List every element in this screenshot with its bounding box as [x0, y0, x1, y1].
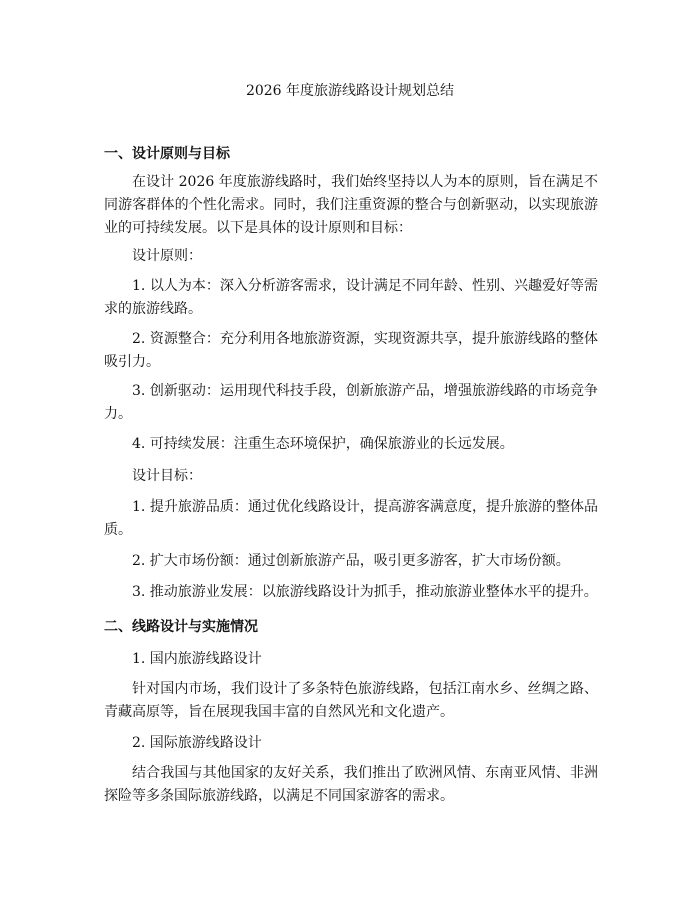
goal-item: 1. 提升旅游品质：通过优化线路设计，提高游客满意度，提升旅游的整体品质。: [104, 499, 598, 538]
domestic-routes-label: 1. 国内旅游线路设计: [132, 651, 262, 667]
principle-item: 1. 以人为本：深入分析游客需求，设计满足不同年龄、性别、兴趣爱好等需求的旅游线路。: [104, 278, 598, 317]
principle-item: 4. 可持续发展：注重生态环境保护，确保旅游业的长远发展。: [132, 436, 514, 452]
document-title: 2026 年度旅游线路设计规划总结: [245, 83, 455, 99]
goals-label: 设计目标：: [132, 468, 202, 484]
goal-item: 2. 扩大市场份额：通过创新旅游产品，吸引更多游客，扩大市场份额。: [132, 553, 570, 569]
goal-item: 3. 推动旅游业发展：以旅游线路设计为抓手，推动旅游业整体水平的提升。: [132, 584, 598, 600]
section-1-heading: 一、设计原则与目标: [104, 146, 230, 162]
domestic-routes-text: 针对国内市场，我们设计了多条特色旅游线路，包括江南水乡、丝绸之路、青藏高原等，旨在展现我国丰富的自然风光和文化遗产。: [104, 681, 598, 720]
international-routes-text: 结合我国与其他国家的友好关系，我们推出了欧洲风情、东南亚风情、非洲探险等多条国际旅游线路，以满足不同国家游客的需求。: [104, 765, 598, 804]
section-2-heading: 二、线路设计与实施情况: [104, 619, 258, 635]
international-routes-label: 2. 国际旅游线路设计: [132, 735, 262, 751]
principles-label: 设计原则：: [132, 248, 202, 264]
principle-item: 2. 资源整合：充分利用各地旅游资源，实现资源共享，提升旅游线路的整体吸引力。: [104, 331, 598, 370]
section-1-intro: 在设计 2026 年度旅游线路时，我们始终坚持以人为本的原则，旨在满足不同游客群体的个性化需求。同时，我们注重资源的整合与创新驱动，以实现旅游业的可持续发展。以下是具体的设计原则和目标：: [104, 174, 598, 236]
principle-item: 3. 创新驱动：运用现代科技手段，创新旅游产品，增强旅游线路的市场竞争力。: [104, 383, 598, 422]
